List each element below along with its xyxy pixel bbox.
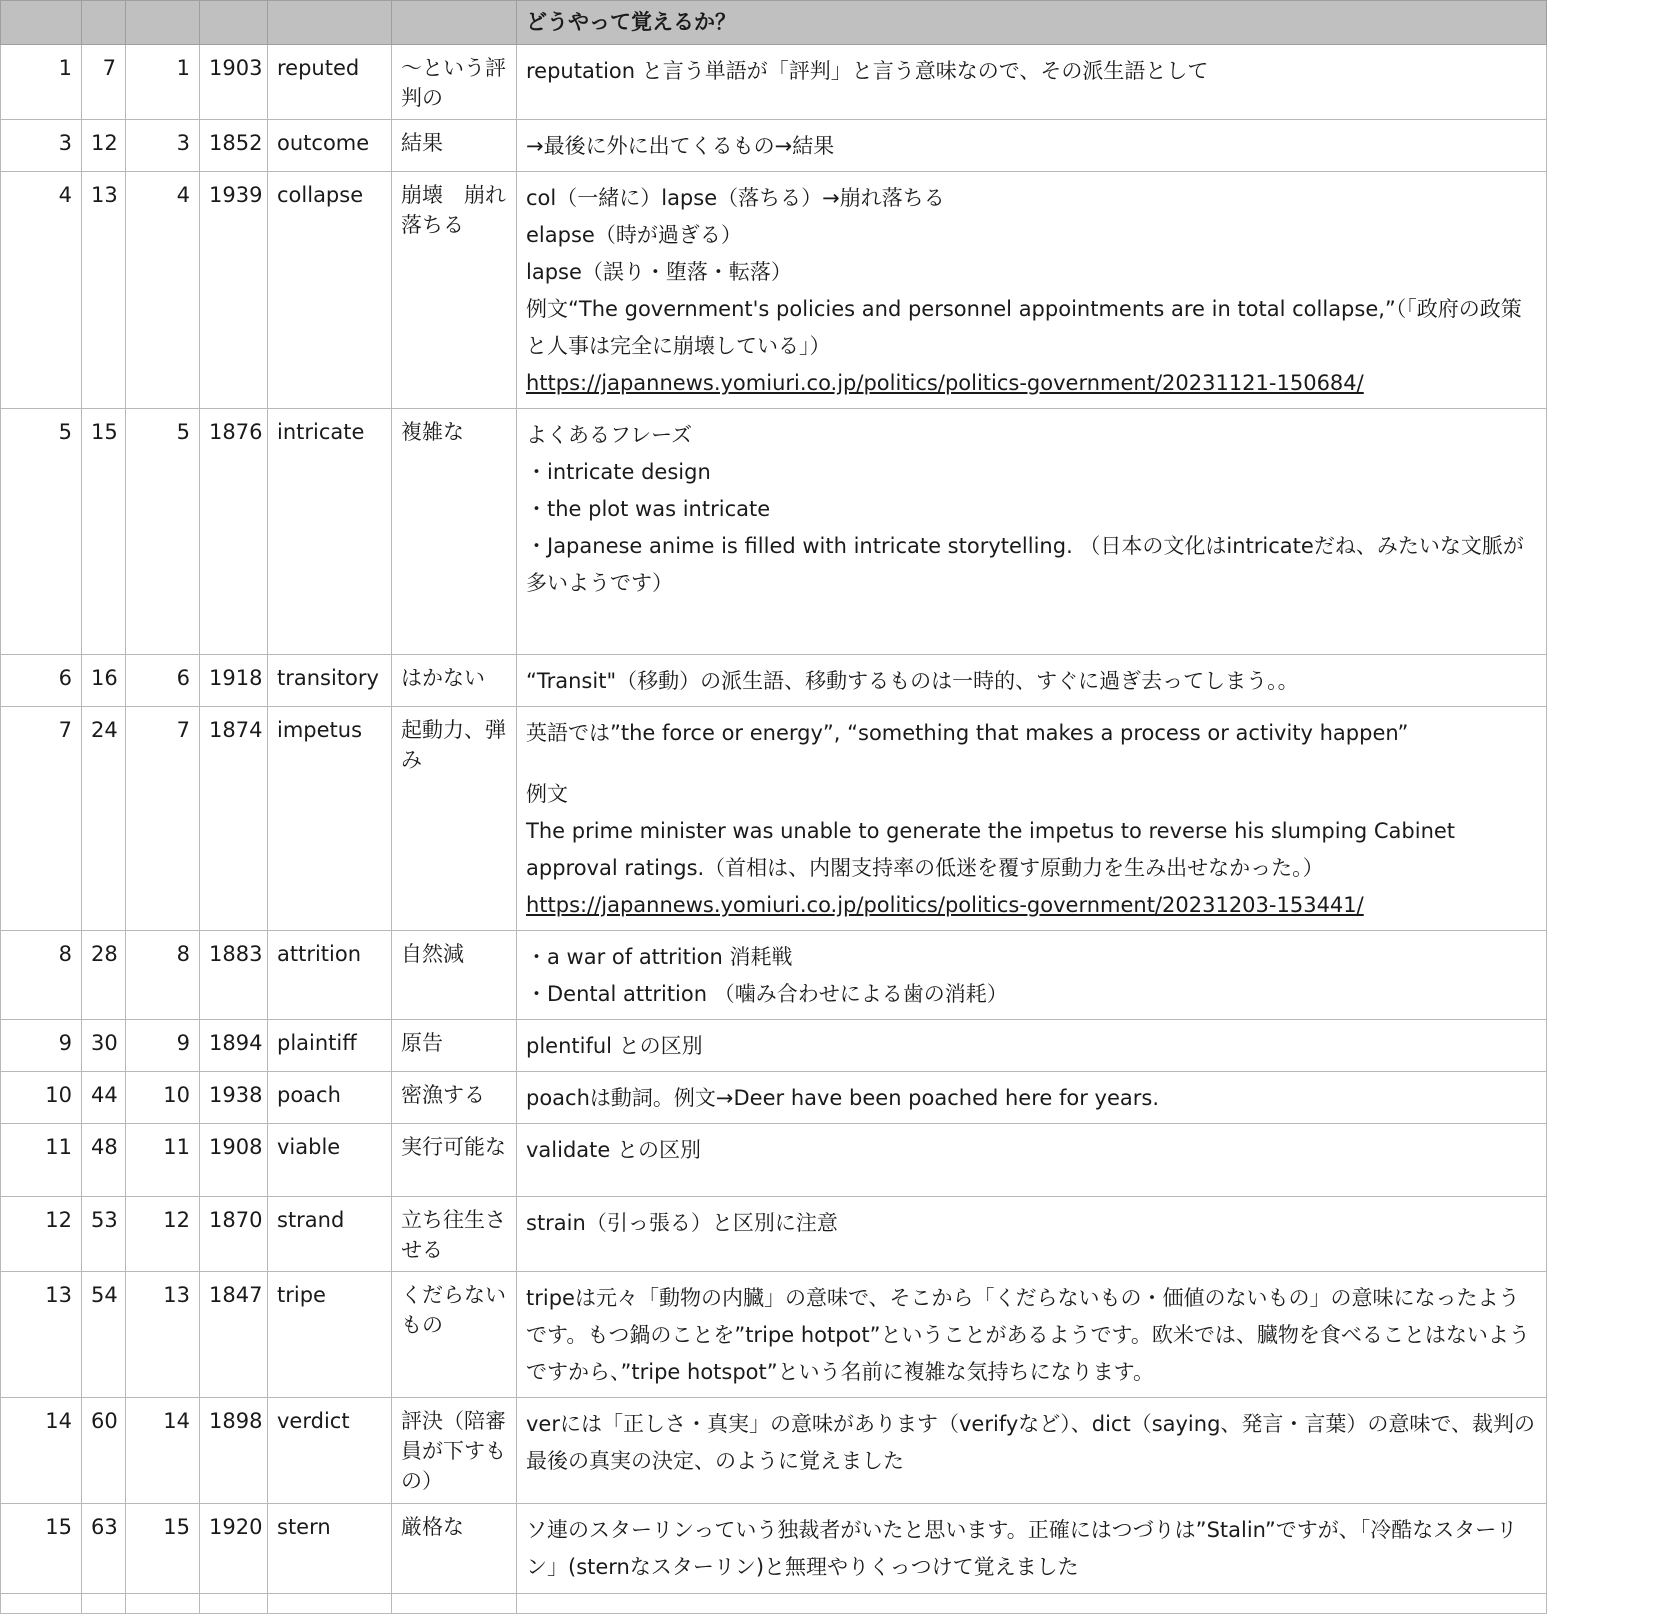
table-row xyxy=(1,172,1547,409)
note-line: reputation と言う単語が「評判」と言う意味なので、その派生語として xyxy=(526,59,1209,83)
cell-note[interactable] xyxy=(517,1398,1547,1504)
cell-list-no[interactable]: 28 xyxy=(82,931,126,1020)
cell-meaning[interactable]: 評決（陪審員が下すもの） xyxy=(392,1398,517,1504)
cell-seq[interactable]: 12 xyxy=(126,1197,200,1272)
cell-word[interactable]: attrition xyxy=(268,931,392,1020)
note-line: ・Dental attrition （噛み合わせによる歯の消耗） xyxy=(526,982,1008,1006)
cell-list-no[interactable]: 15 xyxy=(82,409,126,655)
note-line: tripeは元々「動物の内臓」の意味で、そこから「くだらないもの・価値のないもの」の意味になったようです。もつ鍋のことを”tripe hotpot”ということがあるようです。欧米では、臓物を食べることはないようですから、”tripe hotspot”という名前に複雑な気持ちになります。 xyxy=(526,1286,1530,1384)
cell-word-no[interactable]: 1876 xyxy=(200,409,268,655)
note-line: The prime minister was unable to generate the impetus to reverse his slumping Cabinet approval ratings.（首相は、内閣支持率の低迷を覆す原動力を生み出せなかった。） xyxy=(526,819,1456,880)
cell-word[interactable]: stern xyxy=(268,1504,392,1594)
cell-meaning[interactable]: 自然減 xyxy=(392,931,517,1020)
cell-meaning[interactable]: 原告 xyxy=(392,1020,517,1072)
cell-meaning[interactable]: はかない xyxy=(392,655,517,707)
header-cell[interactable] xyxy=(126,1,200,45)
cell-word-no[interactable]: 1939 xyxy=(200,172,268,409)
cell-word[interactable]: plaintiff xyxy=(268,1020,392,1072)
cell-list-no[interactable]: 54 xyxy=(82,1272,126,1398)
note-line: elapse（時が過ぎる） xyxy=(526,223,742,247)
cell-list-no[interactable]: 48 xyxy=(82,1124,126,1197)
cell-word[interactable]: tripe xyxy=(268,1272,392,1398)
cell-note[interactable] xyxy=(517,1197,1547,1272)
cell-meaning[interactable]: 実行可能な xyxy=(392,1124,517,1197)
note-blank-line xyxy=(526,752,1537,776)
cell-word-no[interactable]: 1938 xyxy=(200,1072,268,1124)
cell-seq[interactable]: 9 xyxy=(126,1020,200,1072)
table-row xyxy=(1,1020,1547,1072)
note-line: ・the plot was intricate xyxy=(526,497,771,521)
cell-index[interactable]: 6 xyxy=(1,655,82,707)
note-line: 英語では”the force or energy”, “something that makes a process or activity happen” xyxy=(526,721,1409,745)
cell-seq[interactable]: 14 xyxy=(126,1398,200,1504)
table-row xyxy=(1,931,1547,1020)
table-row xyxy=(1,655,1547,707)
cell-word[interactable]: viable xyxy=(268,1124,392,1197)
cell-seq[interactable]: 5 xyxy=(126,409,200,655)
cell-index[interactable]: 7 xyxy=(1,707,82,931)
note-line: よくあるフレーズ xyxy=(526,423,693,447)
cell-index[interactable]: 8 xyxy=(1,931,82,1020)
cell-word-no[interactable]: 1870 xyxy=(200,1197,268,1272)
source-link[interactable]: https://japannews.yomiuri.co.jp/politics/politics-government/20231121-150684/ xyxy=(526,371,1364,395)
cell-index[interactable]: 15 xyxy=(1,1504,82,1594)
cell-word-no[interactable]: 1852 xyxy=(200,120,268,172)
cell-seq[interactable]: 8 xyxy=(126,931,200,1020)
cell-word[interactable]: poach xyxy=(268,1072,392,1124)
cell-seq[interactable]: 6 xyxy=(126,655,200,707)
header-cell[interactable] xyxy=(200,1,268,45)
cell-word[interactable]: intricate xyxy=(268,409,392,655)
cell-meaning[interactable]: くだらないもの xyxy=(392,1272,517,1398)
cell-list-no[interactable]: 13 xyxy=(82,172,126,409)
cell-list-no[interactable]: 7 xyxy=(82,45,126,120)
cell-note[interactable] xyxy=(517,655,1547,707)
cell-meaning[interactable]: 複雑な xyxy=(392,409,517,655)
cell-word-no[interactable]: 1908 xyxy=(200,1124,268,1197)
cell-seq[interactable]: 4 xyxy=(126,172,200,409)
cell-meaning[interactable]: 起動力、弾み xyxy=(392,707,517,931)
header-cell[interactable] xyxy=(1,1,82,45)
table-row xyxy=(1,1072,1547,1124)
cell-seq[interactable]: 1 xyxy=(126,45,200,120)
note-line: →最後に外に出てくるもの→結果 xyxy=(526,134,835,158)
header-cell-how-to-remember[interactable]: どうやって覚えるか？ xyxy=(517,1,1547,45)
cell-meaning[interactable]: 〜という評判の xyxy=(392,45,517,120)
cell-index[interactable]: 4 xyxy=(1,172,82,409)
cell-index[interactable]: 9 xyxy=(1,1020,82,1072)
note-line: lapse（誤り・堕落・転落） xyxy=(526,260,792,284)
cell-seq[interactable]: 13 xyxy=(126,1272,200,1398)
cell-note[interactable] xyxy=(517,1272,1547,1398)
cell-word-no[interactable]: 1898 xyxy=(200,1398,268,1504)
header-cell[interactable] xyxy=(268,1,392,45)
cell-index[interactable]: 14 xyxy=(1,1398,82,1504)
source-link[interactable]: https://japannews.yomiuri.co.jp/politics/politics-government/20231203-153441/ xyxy=(526,893,1364,917)
cell-note[interactable] xyxy=(517,707,1547,931)
cell-list-no[interactable]: 24 xyxy=(82,707,126,931)
cell-index[interactable]: 3 xyxy=(1,120,82,172)
note-line: 例文“The government's policies and personnel appointments are in total collapse,”（「政府の政策と人事は完全に崩壊している」） xyxy=(526,297,1522,358)
cell-seq[interactable]: 11 xyxy=(126,1124,200,1197)
cell-word[interactable]: transitory xyxy=(268,655,392,707)
note-line: poachは動詞。例文→Deer have been poached here for years. xyxy=(526,1086,1160,1110)
cell-word-no[interactable]: 1874 xyxy=(200,707,268,931)
note-line: plentiful との区別 xyxy=(526,1034,703,1058)
cell-index[interactable]: 5 xyxy=(1,409,82,655)
cell-meaning[interactable]: 立ち往生させる xyxy=(392,1197,517,1272)
header-row xyxy=(1,1,1547,45)
cell-note[interactable] xyxy=(517,1072,1547,1124)
cell-seq[interactable]: 3 xyxy=(126,120,200,172)
cell-meaning[interactable]: 結果 xyxy=(392,120,517,172)
cell-word-no[interactable]: 1918 xyxy=(200,655,268,707)
cell-list-no[interactable]: 63 xyxy=(82,1504,126,1594)
cell-list-no[interactable]: 16 xyxy=(82,655,126,707)
cell-note[interactable] xyxy=(517,120,1547,172)
cell-list-no[interactable]: 30 xyxy=(82,1020,126,1072)
note-line: 例文 xyxy=(526,782,568,806)
cell-list-no[interactable]: 44 xyxy=(82,1072,126,1124)
cell-meaning[interactable]: 厳格な xyxy=(392,1504,517,1594)
header-cell[interactable] xyxy=(82,1,126,45)
cell-note[interactable] xyxy=(517,931,1547,1020)
cell-note[interactable] xyxy=(517,1504,1547,1594)
note-line: ・a war of attrition 消耗戦 xyxy=(526,945,793,969)
cell-word[interactable]: reputed xyxy=(268,45,392,120)
table-row xyxy=(1,1197,1547,1272)
note-line: “Transit"（移動）の派生語、移動するものは一時的、すぐに過ぎ去ってしまう。。 xyxy=(526,669,1299,693)
cell-list-no[interactable]: 53 xyxy=(82,1197,126,1272)
cell-seq[interactable]: 10 xyxy=(126,1072,200,1124)
cell-index[interactable]: 1 xyxy=(1,45,82,120)
cell-word-no[interactable]: 1883 xyxy=(200,931,268,1020)
table-row xyxy=(1,45,1547,120)
table-row xyxy=(1,707,1547,931)
cell-word[interactable]: collapse xyxy=(268,172,392,409)
note-line: strain（引っ張る）と区別に注意 xyxy=(526,1211,838,1235)
table-row xyxy=(1,1398,1547,1504)
table-row xyxy=(1,120,1547,172)
cell-note[interactable] xyxy=(517,172,1547,409)
cell-note[interactable] xyxy=(517,45,1547,120)
cell-meaning[interactable]: 崩壊 崩れ落ちる xyxy=(392,172,517,409)
cell-word[interactable]: impetus xyxy=(268,707,392,931)
note-line: verには「正しさ・真実」の意味があります（verifyなど）、dict（saying、発言・言葉）の意味で、裁判の最後の真実の決定、のように覚えました xyxy=(526,1412,1535,1473)
header-cell[interactable] xyxy=(392,1,517,45)
cell-note[interactable] xyxy=(517,1124,1547,1197)
note-line: validate との区別 xyxy=(526,1138,701,1162)
cell-word-no[interactable]: 1847 xyxy=(200,1272,268,1398)
note-line: col（一緒に）lapse（落ちる）→崩れ落ちる xyxy=(526,186,945,210)
cell-list-no[interactable]: 12 xyxy=(82,120,126,172)
cell-index[interactable]: 11 xyxy=(1,1124,82,1197)
cell-index[interactable]: 10 xyxy=(1,1072,82,1124)
table-row xyxy=(1,1504,1547,1594)
cell-meaning[interactable]: 密漁する xyxy=(392,1072,517,1124)
cell-word-no[interactable]: 1903 xyxy=(200,45,268,120)
cell-word-no[interactable]: 1920 xyxy=(200,1504,268,1594)
table-row xyxy=(1,1124,1547,1197)
table-row xyxy=(1,409,1547,655)
cell-index[interactable]: 12 xyxy=(1,1197,82,1272)
table-row xyxy=(1,1272,1547,1398)
note-line: ソ連のスターリンっていう独裁者がいたと思います。正確にはつづりは”Stalin”ですが、「冷酷なスターリン」(sternなスターリン)と無理やりくっつけて覚えました xyxy=(526,1518,1518,1579)
note-line: ・Japanese anime is filled with intricate storytelling. （日本の文化はintricateだね、みたいな文脈が多いようです） xyxy=(526,534,1524,595)
cell-word-no[interactable]: 1894 xyxy=(200,1020,268,1072)
cell-note[interactable] xyxy=(517,409,1547,655)
cell-word[interactable]: outcome xyxy=(268,120,392,172)
cell-list-no[interactable]: 60 xyxy=(82,1398,126,1504)
note-line: ・intricate design xyxy=(526,460,711,484)
cell-word[interactable]: strand xyxy=(268,1197,392,1272)
cell-note[interactable] xyxy=(517,1020,1547,1072)
cell-index[interactable]: 13 xyxy=(1,1272,82,1398)
cell-seq[interactable]: 7 xyxy=(126,707,200,931)
cell-word[interactable]: verdict xyxy=(268,1398,392,1504)
cell-seq[interactable]: 15 xyxy=(126,1504,200,1594)
